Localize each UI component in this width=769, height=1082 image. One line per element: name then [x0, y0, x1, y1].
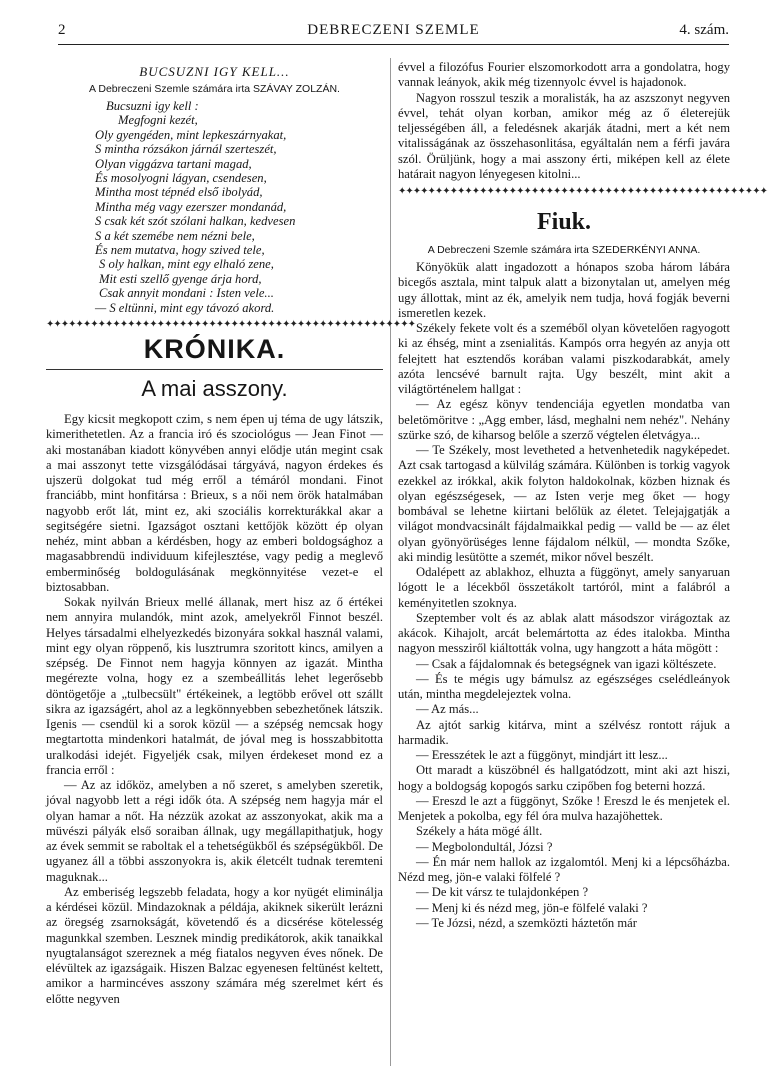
ornament-rule: ✦✦✦✦✦✦✦✦✦✦✦✦✦✦✦✦✦✦✦✦✦✦✦✦✦✦✦✦✦✦✦✦✦✦✦✦✦✦✦✦✦✦✦✦✦✦✦✦✦✦ [398, 186, 767, 197]
poem-line: Bucsuzni igy kell : [106, 99, 199, 113]
story-paragraph: — Eresszétek le azt a függönyt, mindjárt itt lesz... [416, 748, 668, 762]
story-paragraph: — Te Józsi, nézd, a szemközti háztetőn már [416, 915, 637, 930]
story-title: Fiuk. [536, 209, 592, 235]
poem-title: BUCSUZNI IGY KELL... [139, 64, 290, 79]
poem-line: Mintha most tépnéd első ibolyád, [95, 185, 263, 200]
story-paragraph: — Én már nem hallok az izgalomtól. Menj ki a lépcsőházba. Nézd meg, jön-e valaki fölfelé ? [398, 854, 730, 884]
story-paragraph: — Te Székely, most levetheted a hetvenhetedik nagyképedet. Azt csak tartogasd a külvilág számára. Különben is torkig vagyok ezekkel az irókkal, akik folyton haldokolnak, közben hiznak és olyan egészségesek, — az Isten verje meg őket — hogy bombával se lehetne kiirtani belőlük az életet. Telejajgatják a világot mondvacsinált fájdalmaikkal pedig — valld be — az élet olyan gyönyörüséges lenne fájdalom nélkül, — mondta Szőke, aki mindig lesütötte a szemét, mikor nővel beszélt. [398, 443, 730, 564]
story-paragraph: — Ereszd le azt a függönyt, Szőke ! Ereszd le és menjetek el. Menjetek a pokolba, egy fél óra mulva hazajöhettek. [398, 793, 730, 823]
section-rule [46, 369, 383, 370]
story-paragraph: — Megbolondultál, Józsi ? [416, 839, 553, 854]
continued-paragraph: Nagyon rosszul teszik a moralisták, ha az aszszonyt negyven évvel, tehát olyan korban, amikor még az ő életerejük teljességében áll, a feledésnek akarják átadni, mert a két nem vitalisságának az összehasonlitása, egyáltalán nem a férfi javára szól. Örüljünk, hogy a mai asszony érti, miképen kell az élete határait nagyon lényegesen kitolni... [398, 90, 730, 181]
poem-line: Mit esti szellő gyenge árja hord, [99, 271, 262, 286]
story-paragraph: Székely a háta mögé állt. [416, 824, 543, 839]
story-paragraph: — De kit vársz te tulajdonképen ? [416, 885, 589, 900]
poem-line: Csak annyit mondani : Isten vele... [99, 286, 274, 301]
article-paragraph: Egy kicsit megkopott czim, s nem épen uj téma de ugy látszik, kimerithetetlen. Az a francia iró és szociológus — Jean Finot — aki mostanában kiadott könyvében annyi elődje után megint csak a mai asszonyt tette vizsgálódásai tárgyává, nagyon érdekes és ujszerü dolgokat tud még erről a témáról mondani. Finot franciább, mint honfitársa : Brieux, s a női nem örök hatalmában nagyobb erőt lát, mint ez, aki szociális korrekturákkal akar a segitségére sietni. Igazságot osztani kettőjök között ép olyan nehéz, mint abban a kérdésben, hogy az emberi boldogsághoz a magasabbrendü individuum kifejlesztése, vagy pedig a meglevő emberminőség boldogulásának megkönnyitése vezet-e el biztosabban. [46, 412, 383, 594]
article-paragraph: — Az az időköz, amelyben a nő szeret, s amelyben szeretik, jóval nagyobb lett a régi idők óta. A szépség nem hagyja már el olyan hamar a nőt. Ha nézzük azokat az asszonyokat, akik ma a müvészi pályák első soraiban állnak, ugy megállapithatjuk, hogy az évek semmit se raboltak el a tehetségükből és szépségükből. De ugyanez áll a többi asszonyokra is, akik életcélt tudnak teremteni maguknak... [46, 778, 383, 884]
story-paragraph: Könyökük alatt ingadozott a hónapos szoba három lábára bicegős asztala, mint talpuk alatt a bizonytalan ut, amelyen még ugy állottak, mint az ék, amelyik nem tudja, hová fogják beverni ismeretlen kezek. [398, 260, 730, 320]
page-number: 2 [58, 22, 66, 38]
article-title: A mai asszony. [141, 376, 288, 402]
poem-line: És mosolyogni lágyan, csendesen, [95, 171, 267, 186]
ornament-rule: ✦✦✦✦✦✦✦✦✦✦✦✦✦✦✦✦✦✦✦✦✦✦✦✦✦✦✦✦✦✦✦✦✦✦✦✦✦✦✦✦✦✦✦✦✦✦✦✦✦✦ [46, 319, 415, 331]
article-paragraph: Az emberiség legszebb feladata, hogy a kor nyügét eliminálja a kérdései közül. Mindazoknak a példája, akiknek sikerült lerázni az öregség zsarnokságát, követendő és a dicsérése kötelesség magunkkal szemben. Lesznek mindig predikátorok, akik tanaikkal nyugtalanságot szereznek a még fiatalos negyven éves nőnek. De elévültek az igazságaik. Hiszen Balzac egyenesen feltünést keltett, amikor a harmincéves asszony számára még szerelmet kért és előtte negyven [46, 884, 383, 1006]
story-paragraph: Odalépett az ablakhoz, elhuzta a függönyt, amely sanyaruan lógott le a lécekből összetákolt tartóról, mint a falábról a keményitetlen szoknya. [398, 565, 730, 610]
section-title-kronika: KRÓNIKA. [143, 334, 286, 365]
poem-line: — S eltünni, mint egy távozó akord. [95, 300, 275, 315]
header-rule [58, 44, 729, 45]
poem-line: S a két szemébe nem nézni bele, [95, 228, 255, 243]
issue-number: 4. szám. [679, 22, 729, 38]
story-paragraph: — Csak a fájdalomnak és betegségnek van igazi költészete. [416, 656, 717, 671]
story-paragraph: Székely fekete volt és a szeméből olyan követelően ragyogott ki az éhség, mint a zsenialitás. Kampós orra hegyén az anyja ott felejtett hat esztendős korában valami piszkodarabkát, amely azóta lencsévé barnult rajta. Ugy beszélt, mint akit a világtörténelem hallgat : [398, 321, 730, 396]
story-paragraph: Szeptember volt és az ablak alatt másodszor virágoztak az akácok. Kihajolt, arcát belemártotta az édes italokba. Mintha nagyon messziről kiáltották volna, ugy hangzott a háta mögött : [398, 610, 730, 656]
poem-line: Olyan viggázva tartani magad, [95, 156, 252, 171]
poem-line: S mintha rózsákon járnál szerteszét, [95, 142, 277, 157]
column-divider [390, 58, 391, 1066]
poem-line: S csak két szót szólani halkan, kedvesen [95, 214, 296, 229]
poem-body [46, 99, 383, 315]
poem-line: Megfogni kezét, [118, 113, 198, 128]
story-paragraph: — És te mégis ugy bámulsz az egészséges cselédleányok után, mintha megdelejeztek volna. [398, 671, 730, 701]
story-paragraph: Ott maradt a küszöbnél és hallgatódzott, mint aki azt hiszi, hogy a boldogság kopogós sarku czipőben fog beterni hozzá. [398, 763, 730, 793]
running-head [58, 22, 729, 42]
story-paragraph: — Az egész könyv tendenciája egyetlen mondatba van beletömöritve : „Agg ember, lásd, meghalni nem nehéz". Nehány szürke szó, de kiharsog belőle a szerző végtelen életvágya... [398, 397, 730, 442]
article-paragraph: Sokak nyilván Brieux mellé állanak, mert hisz az ő értékei nem annyira mulandók, mint azok, amelyekről Finnot beszél. Helyes társadalmi elhelyezkedés bizonyára sokkal használ valami, mint egy olyan röppenő, kis lusztrumra szoritott kincs, amilyen a szépség. De Finnot nem hagyja könnyen az igazát. Mintha megérezte volna, hogy ez a szembeállitás lehet legerősebb döntögetője a „tulbecsült" értékeinek, a legtöbb erővel ott szállt sikra az igazságért, ahol az a legkönnyebben sebezhetőnek látszik. Igenis — csendül ki a sorok közül — a szépség nemcsak hogy megtartotta mindenkori hatalmát, de jóval meg is hosszabbitotta uralkodási idejét. Figyeljék csak, milyen érdekeset mond ez a francia erről : [46, 595, 383, 777]
story-paragraph: — Az más... [416, 702, 479, 717]
story-paragraph: Az ajtót sarkig kitárva, mint a szélvész rontott rájuk a harmadik. [398, 717, 730, 747]
poem-line: S oly halkan, mint egy elhaló zene, [99, 257, 274, 272]
poem-line: És nem mutatva, hogy szived tele, [95, 243, 265, 258]
story-paragraph: — Menj ki és nézd meg, jön-e fölfelé valaki ? [416, 900, 648, 915]
right-column [398, 60, 767, 931]
poem-line: Oly gyengéden, mint lepkeszárnyakat, [95, 127, 287, 142]
story-byline: A Debreczeni Szemle számára irta SZEDERKÉNYI ANNA. [427, 244, 701, 256]
continued-paragraph: évvel a filozófus Fourier elszomorkodott arra a gondolatra, hogy vannak leányok, akik még tizennyolc évvel is hajadonok. [398, 60, 730, 90]
poem-line: Mintha még vagy ezerszer mondanád, [95, 199, 287, 214]
poem-byline: A Debreczeni Szemle számára irta SZÁVAY ZOLZÁN. [89, 83, 340, 95]
paper-title: DEBRECZENI SZEMLE [307, 22, 480, 38]
left-column [46, 60, 415, 1007]
